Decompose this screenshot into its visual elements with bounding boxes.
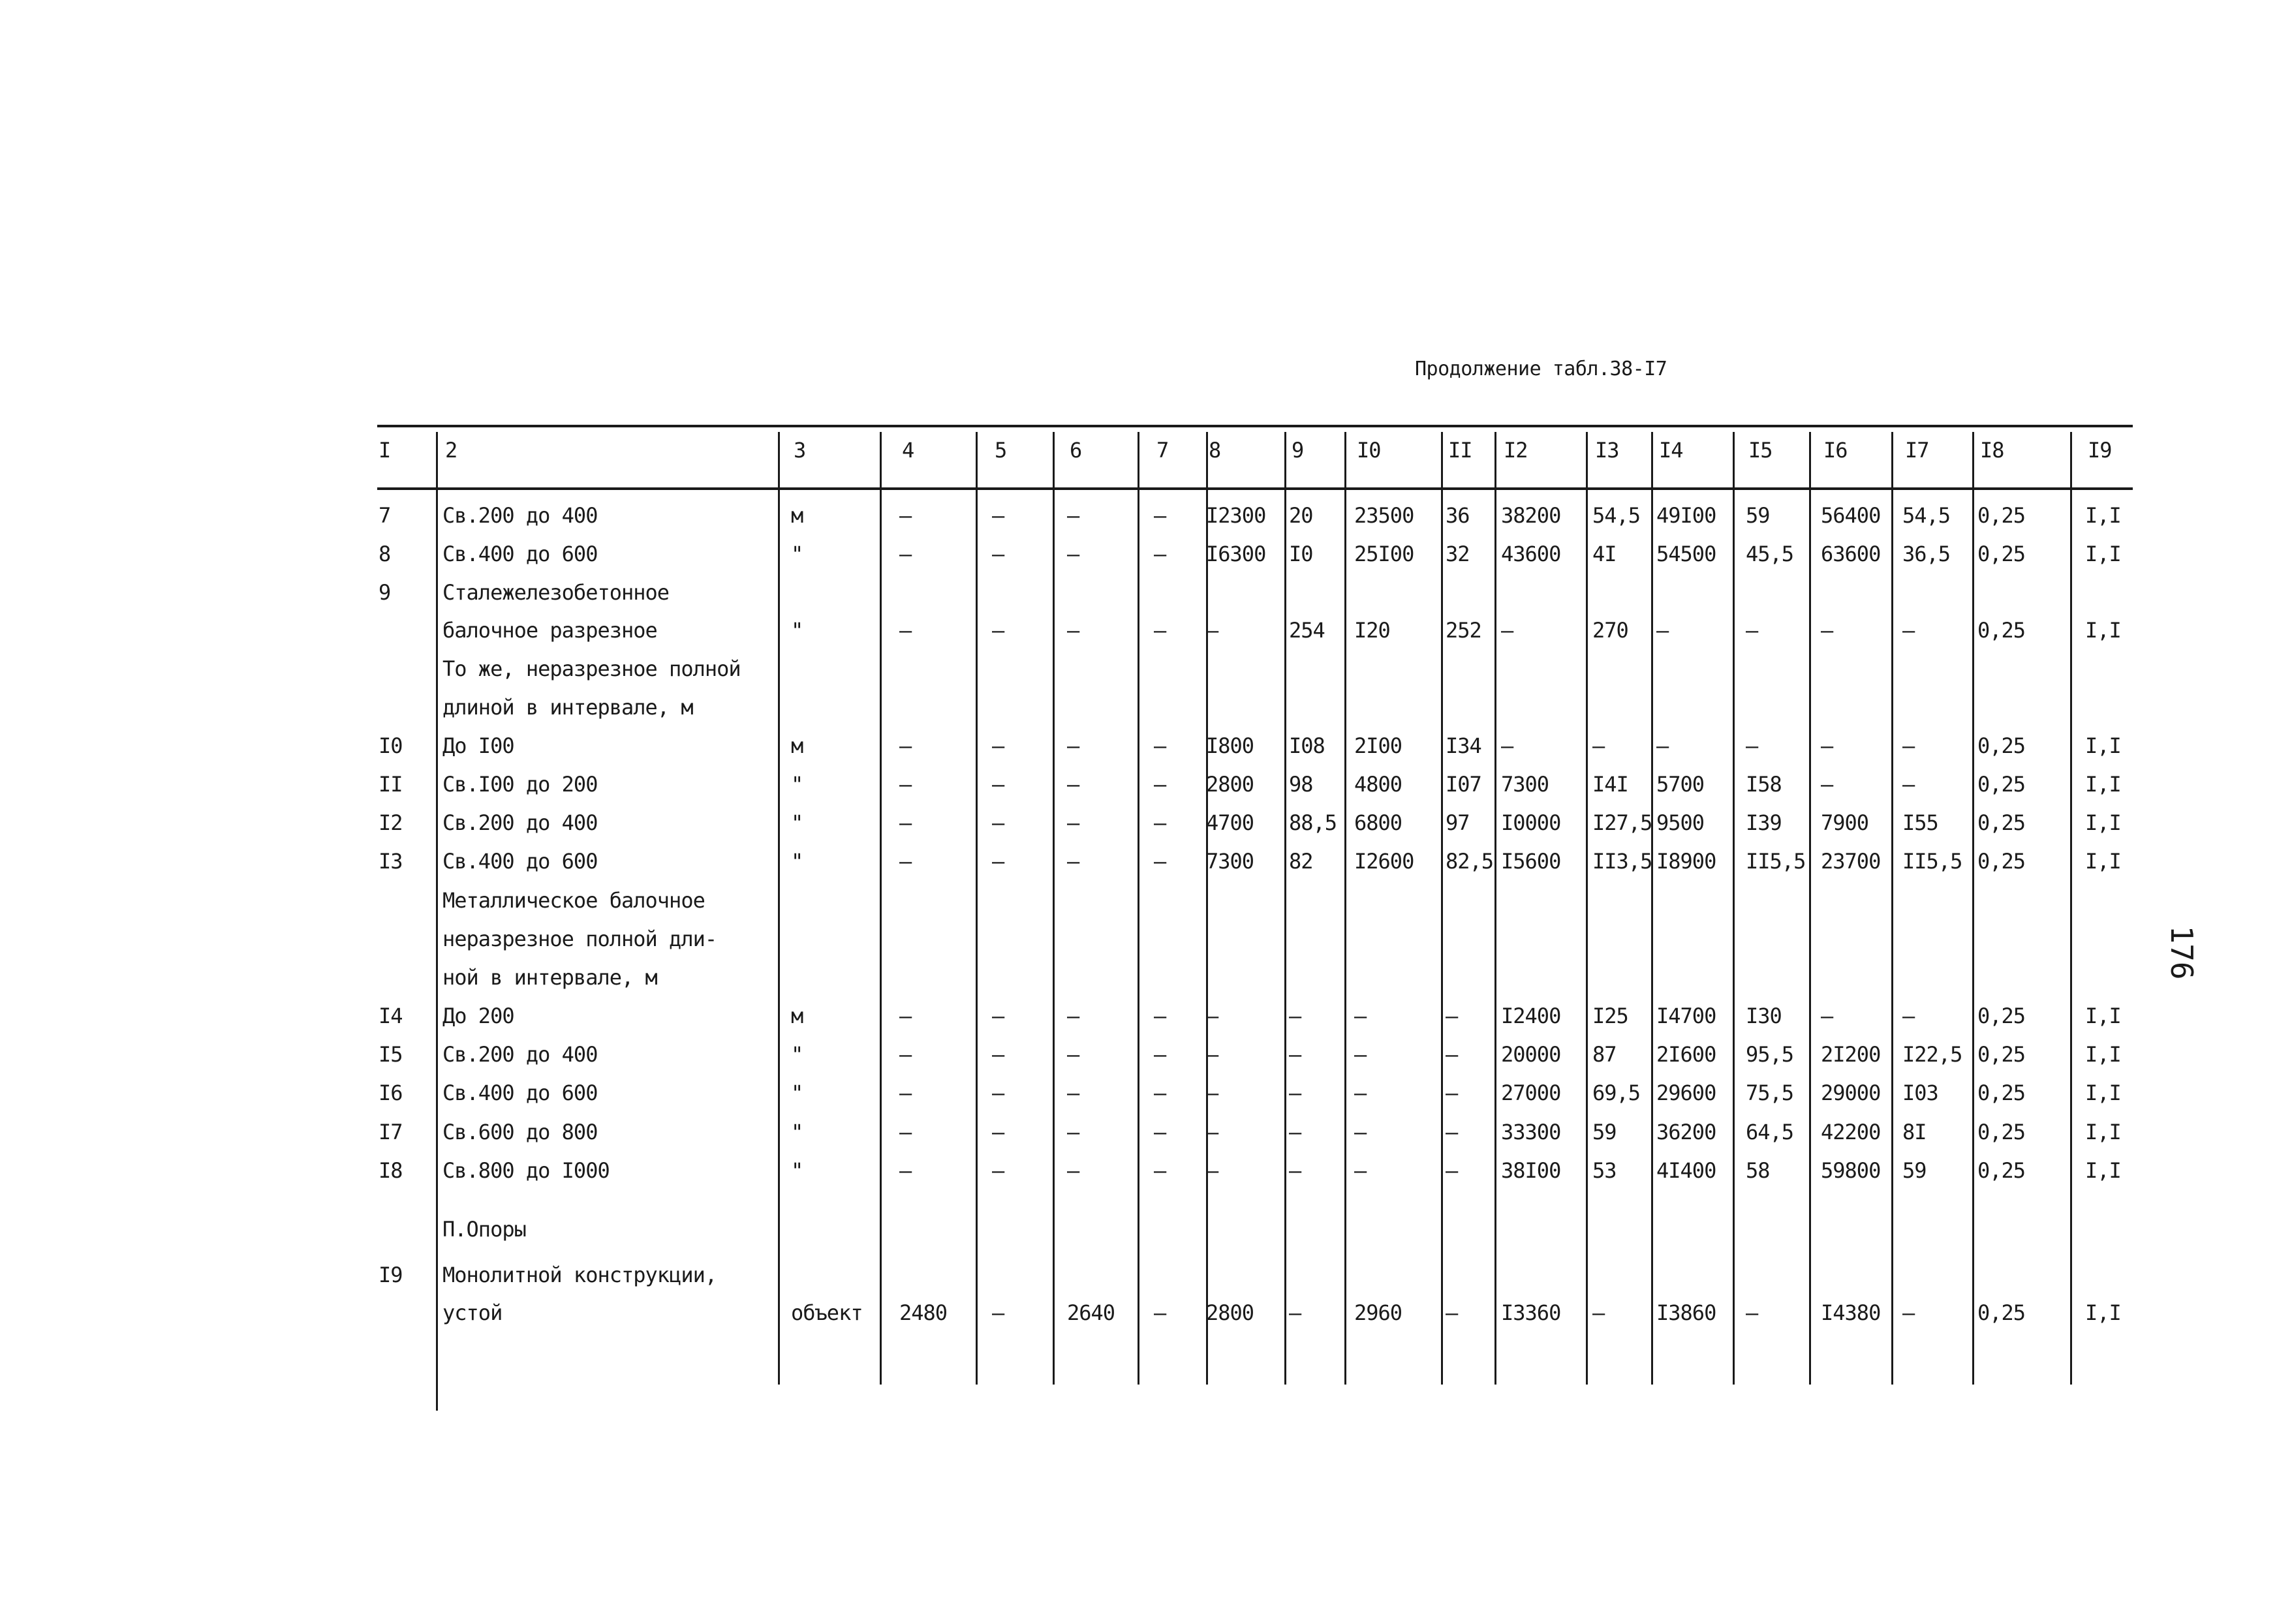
- table-cell: I,I: [2085, 1158, 2121, 1183]
- table-cell: 0,25: [1977, 1120, 2026, 1144]
- table-cell: 252: [1446, 618, 1481, 643]
- table-cell: ": [791, 1120, 803, 1144]
- table-cell: I0000: [1501, 810, 1561, 835]
- table-cell: м: [791, 1004, 803, 1028]
- table-cell: I6: [379, 1080, 403, 1105]
- table-cell: –: [992, 849, 1004, 874]
- table-cell: 36: [1446, 503, 1470, 528]
- table-cell: –: [1154, 542, 1166, 566]
- table-cell: –: [1902, 1300, 1915, 1325]
- table-cell: I4: [379, 1004, 403, 1028]
- table-cell: 29600: [1656, 1080, 1716, 1105]
- table-cell: I2300: [1206, 503, 1266, 528]
- column-separator: [2070, 432, 2072, 1385]
- table-cell: –: [992, 1158, 1004, 1183]
- table-cell: 88,5: [1289, 810, 1337, 835]
- table-cell: –: [1446, 1004, 1458, 1028]
- table-cell: 8I: [1902, 1120, 1927, 1144]
- table-cell: –: [1067, 772, 1079, 797]
- table-cell: I34: [1446, 733, 1481, 758]
- table-cell: ": [791, 1080, 803, 1105]
- table-cell: –: [899, 849, 912, 874]
- table-cell: II: [379, 772, 403, 797]
- table-cell: I2400: [1501, 1004, 1561, 1028]
- header-cell: I: [379, 438, 391, 463]
- table-cell: –: [1656, 618, 1669, 643]
- table-cell: –: [1446, 1120, 1458, 1144]
- table-cell: –: [1154, 503, 1166, 528]
- table-cell: –: [992, 1042, 1004, 1067]
- table-cell: –: [1206, 1158, 1218, 1183]
- table-cell: 36200: [1656, 1120, 1716, 1144]
- table-cell: 82,5: [1446, 849, 1494, 874]
- table-cell: –: [1746, 618, 1758, 643]
- table-cell: 0,25: [1977, 542, 2026, 566]
- table-cell: I27,5: [1592, 810, 1652, 835]
- table-cell: 7300: [1501, 772, 1549, 797]
- table-cell: –: [1746, 1300, 1758, 1325]
- row-description-cell: балочное разрезное: [442, 618, 657, 643]
- table-cell: I,I: [2085, 503, 2121, 528]
- table-cell: 33300: [1501, 1120, 1561, 1144]
- header-cell: I3: [1595, 438, 1619, 463]
- header-cell: 4: [902, 438, 914, 463]
- column-separator: [778, 432, 780, 1385]
- table-cell: –: [992, 772, 1004, 797]
- table-cell: –: [1154, 1120, 1166, 1144]
- table-cell: –: [1067, 503, 1079, 528]
- table-cell: 6800: [1354, 810, 1402, 835]
- table-cell: –: [1289, 1120, 1301, 1144]
- column-separator: [1441, 432, 1443, 1385]
- table-cell: 64,5: [1746, 1120, 1794, 1144]
- row-description-cell: Сталежелезобетонное: [442, 580, 670, 605]
- table-cell: –: [1154, 1080, 1166, 1105]
- column-separator: [1494, 432, 1496, 1385]
- table-cell: I22,5: [1902, 1042, 1962, 1067]
- table-cell: ": [791, 1158, 803, 1183]
- table-cell: –: [1154, 772, 1166, 797]
- table-cell: I6300: [1206, 542, 1266, 566]
- row-description-cell: Св.I00 до 200: [442, 772, 598, 797]
- table-cell: I,I: [2085, 849, 2121, 874]
- table-cell: 0,25: [1977, 849, 2026, 874]
- table-cell: –: [992, 503, 1004, 528]
- table-cell: 0,25: [1977, 1158, 2026, 1183]
- table-cell: 0,25: [1977, 772, 2026, 797]
- table-cell: 4800: [1354, 772, 1402, 797]
- table-cell: 254: [1289, 618, 1325, 643]
- column-separator: [1733, 432, 1735, 1385]
- row-description-cell: То же, неразрезное полной: [442, 656, 741, 681]
- table-cell: 56400: [1821, 503, 1881, 528]
- table-cell: –: [1067, 542, 1079, 566]
- table-cell: ": [791, 772, 803, 797]
- table-cell: 53: [1592, 1158, 1617, 1183]
- table-cell: 2640: [1067, 1300, 1115, 1325]
- table-cell: 2480: [899, 1300, 948, 1325]
- table-cell: I,I: [2085, 772, 2121, 797]
- row-description-cell: Металлическое балочное: [442, 888, 705, 913]
- column-separator: [880, 432, 882, 1385]
- table-cell: –: [1154, 1042, 1166, 1067]
- table-cell: 0,25: [1977, 1042, 2026, 1067]
- table-cell: 38200: [1501, 503, 1561, 528]
- table-cell: –: [992, 618, 1004, 643]
- table-cell: 87: [1592, 1042, 1617, 1067]
- column-separator: [1891, 432, 1893, 1385]
- table-cell: I0: [379, 733, 403, 758]
- row-description-cell: До I00: [442, 733, 514, 758]
- table-cell: –: [1289, 1080, 1301, 1105]
- table-cell: I3360: [1501, 1300, 1561, 1325]
- table-cell: –: [1354, 1120, 1367, 1144]
- column-separator: [1138, 432, 1139, 1385]
- table-cell: –: [899, 1080, 912, 1105]
- table-cell: 0,25: [1977, 1004, 2026, 1028]
- table-cell: –: [1067, 1004, 1079, 1028]
- table-cell: 42200: [1821, 1120, 1881, 1144]
- table-cell: I25: [1592, 1004, 1628, 1028]
- table-cell: –: [1902, 772, 1915, 797]
- header-cell: I9: [2088, 438, 2112, 463]
- table-cell: 25I00: [1354, 542, 1414, 566]
- table-cell: I,I: [2085, 1080, 2121, 1105]
- table-cell: 4I: [1592, 542, 1617, 566]
- header-cell: 6: [1070, 438, 1082, 463]
- table-cell: 97: [1446, 810, 1470, 835]
- table-cell: I2600: [1354, 849, 1414, 874]
- table-cell: –: [1154, 618, 1166, 643]
- table-cell: I7: [379, 1120, 403, 1144]
- table-cell: –: [1446, 1042, 1458, 1067]
- table-cell: 98: [1289, 772, 1313, 797]
- table-cell: I4I: [1592, 772, 1628, 797]
- table-cell: 0,25: [1977, 503, 2026, 528]
- table-cell: –: [1067, 810, 1079, 835]
- table-cell: –: [899, 618, 912, 643]
- column-separator: [1344, 432, 1346, 1385]
- table-cell: –: [1067, 849, 1079, 874]
- table-cell: I30: [1746, 1004, 1782, 1028]
- table-cell: ": [791, 1042, 803, 1067]
- table-cell: –: [1067, 618, 1079, 643]
- table-cell: 4I400: [1656, 1158, 1716, 1183]
- table-cell: 2I200: [1821, 1042, 1881, 1067]
- table-cell: 82: [1289, 849, 1313, 874]
- table-cell: –: [899, 1042, 912, 1067]
- table-cell: 7: [379, 503, 391, 528]
- table-cell: –: [1354, 1158, 1367, 1183]
- table-cell: –: [992, 733, 1004, 758]
- table-cell: –: [1821, 618, 1833, 643]
- table-cell: 36,5: [1902, 542, 1951, 566]
- table-cell: –: [1067, 1158, 1079, 1183]
- row-description-cell: Св.600 до 800: [442, 1120, 598, 1144]
- table-cell: –: [1206, 1080, 1218, 1105]
- table-cell: I03: [1902, 1080, 1938, 1105]
- table-cell: –: [1746, 733, 1758, 758]
- table-cell: I9: [379, 1263, 403, 1287]
- table-cell: –: [992, 1120, 1004, 1144]
- table-cell: –: [1154, 733, 1166, 758]
- row-description-cell: Св.200 до 400: [442, 810, 598, 835]
- table-cell: –: [1821, 772, 1833, 797]
- table-cell: –: [899, 1120, 912, 1144]
- row-description-cell: Св.400 до 600: [442, 849, 598, 874]
- table-cell: –: [899, 733, 912, 758]
- table-cell: 0,25: [1977, 618, 2026, 643]
- table-cell: м: [791, 503, 803, 528]
- table-cell: I800: [1206, 733, 1254, 758]
- table-cell: –: [1067, 1120, 1079, 1144]
- table-cell: –: [1206, 1120, 1218, 1144]
- table-cell: –: [899, 503, 912, 528]
- table-cell: 54500: [1656, 542, 1716, 566]
- table-cell: –: [1656, 733, 1669, 758]
- header-cell: I6: [1823, 438, 1848, 463]
- header-cell: 8: [1209, 438, 1221, 463]
- column-separator: [436, 432, 438, 1411]
- table-cell: 9: [379, 580, 391, 605]
- table-cell: II3,5: [1592, 849, 1652, 874]
- table-cell: –: [1902, 618, 1915, 643]
- table-cell: I5600: [1501, 849, 1561, 874]
- table-cell: –: [1446, 1080, 1458, 1105]
- table-cell: –: [1154, 810, 1166, 835]
- header-bottom-rule: [377, 487, 2133, 490]
- column-separator: [1053, 432, 1055, 1385]
- table-cell: 0,25: [1977, 1080, 2026, 1105]
- table-cell: –: [992, 810, 1004, 835]
- table-caption: Продолжение табл.38-I7: [1415, 358, 1667, 380]
- table-cell: –: [1067, 1080, 1079, 1105]
- table-top-rule: [377, 425, 2133, 427]
- table-cell: I8: [379, 1158, 403, 1183]
- table-cell: 32: [1446, 542, 1470, 566]
- table-cell: 58: [1746, 1158, 1770, 1183]
- table-cell: I07: [1446, 772, 1481, 797]
- row-description-cell: П.Опоры: [442, 1217, 526, 1242]
- table-cell: I,I: [2085, 1004, 2121, 1028]
- table-cell: –: [1354, 1042, 1367, 1067]
- table-cell: I4380: [1821, 1300, 1881, 1325]
- table-cell: м: [791, 733, 803, 758]
- row-description-cell: Монолитной конструкции,: [442, 1263, 717, 1287]
- table-cell: 20: [1289, 503, 1313, 528]
- header-cell: I4: [1659, 438, 1683, 463]
- table-cell: –: [1067, 733, 1079, 758]
- header-cell: I8: [1980, 438, 2004, 463]
- table-cell: –: [1592, 733, 1605, 758]
- table-cell: 59: [1902, 1158, 1927, 1183]
- header-cell: 3: [794, 438, 806, 463]
- table-cell: II5,5: [1746, 849, 1806, 874]
- table-cell: I8900: [1656, 849, 1716, 874]
- header-cell: 9: [1292, 438, 1304, 463]
- table-cell: ": [791, 849, 803, 874]
- table-cell: I,I: [2085, 542, 2121, 566]
- column-separator: [976, 432, 978, 1385]
- table-cell: I20: [1354, 618, 1390, 643]
- table-cell: 2800: [1206, 772, 1254, 797]
- table-cell: 49I00: [1656, 503, 1716, 528]
- row-description-cell: Св.200 до 400: [442, 1042, 598, 1067]
- table-cell: –: [1289, 1158, 1301, 1183]
- table-cell: –: [899, 810, 912, 835]
- header-cell: I5: [1748, 438, 1773, 463]
- table-cell: 75,5: [1746, 1080, 1794, 1105]
- table-cell: 43600: [1501, 542, 1561, 566]
- table-cell: –: [1821, 733, 1833, 758]
- column-separator: [1586, 432, 1588, 1385]
- column-separator: [1206, 432, 1208, 1385]
- table-cell: 59: [1746, 503, 1770, 528]
- table-cell: 54,5: [1902, 503, 1951, 528]
- table-cell: 2960: [1354, 1300, 1402, 1325]
- table-cell: 23500: [1354, 503, 1414, 528]
- page-number: 176: [2164, 925, 2199, 980]
- row-description-cell: Св.400 до 600: [442, 542, 598, 566]
- header-cell: I2: [1504, 438, 1528, 463]
- table-cell: 63600: [1821, 542, 1881, 566]
- header-cell: 2: [445, 438, 457, 463]
- table-cell: 59: [1592, 1120, 1617, 1144]
- table-cell: –: [1902, 1004, 1915, 1028]
- column-separator: [1651, 432, 1653, 1385]
- table-cell: 7300: [1206, 849, 1254, 874]
- table-cell: –: [1206, 1004, 1218, 1028]
- table-cell: 0,25: [1977, 733, 2026, 758]
- table-cell: 9500: [1656, 810, 1705, 835]
- header-cell: I7: [1905, 438, 1929, 463]
- table-cell: –: [1902, 733, 1915, 758]
- table-cell: I,I: [2085, 1042, 2121, 1067]
- column-separator: [1284, 432, 1286, 1385]
- table-cell: –: [899, 1158, 912, 1183]
- table-cell: 38I00: [1501, 1158, 1561, 1183]
- table-cell: 5700: [1656, 772, 1705, 797]
- header-cell: 7: [1156, 438, 1169, 463]
- table-cell: ": [791, 618, 803, 643]
- table-cell: –: [992, 1300, 1004, 1325]
- table-cell: –: [1154, 849, 1166, 874]
- row-description-cell: устой: [442, 1300, 503, 1325]
- table-cell: –: [1206, 618, 1218, 643]
- table-cell: –: [1067, 1042, 1079, 1067]
- table-cell: I,I: [2085, 733, 2121, 758]
- table-cell: –: [1446, 1158, 1458, 1183]
- table-cell: I3860: [1656, 1300, 1716, 1325]
- header-cell: 5: [995, 438, 1007, 463]
- table-cell: 23700: [1821, 849, 1881, 874]
- table-cell: 20000: [1501, 1042, 1561, 1067]
- table-cell: 95,5: [1746, 1042, 1794, 1067]
- table-cell: I55: [1902, 810, 1938, 835]
- table-cell: –: [1289, 1004, 1301, 1028]
- row-description-cell: До 200: [442, 1004, 514, 1028]
- table-cell: –: [1206, 1042, 1218, 1067]
- row-description-cell: Св.200 до 400: [442, 503, 598, 528]
- table-cell: 69,5: [1592, 1080, 1641, 1105]
- table-cell: –: [899, 542, 912, 566]
- table-cell: 270: [1592, 618, 1628, 643]
- column-separator: [1809, 432, 1811, 1385]
- table-cell: –: [1501, 733, 1513, 758]
- table-cell: –: [1501, 618, 1513, 643]
- table-cell: объект: [791, 1300, 863, 1325]
- table-cell: –: [1592, 1300, 1605, 1325]
- row-description-cell: Св.400 до 600: [442, 1080, 598, 1105]
- table-cell: –: [992, 1004, 1004, 1028]
- row-description-cell: длиной в интервале, м: [442, 695, 693, 720]
- table-cell: –: [992, 542, 1004, 566]
- table-cell: –: [992, 1080, 1004, 1105]
- table-cell: I,I: [2085, 810, 2121, 835]
- table-cell: –: [1154, 1158, 1166, 1183]
- table-cell: –: [1154, 1300, 1166, 1325]
- table-cell: –: [1354, 1080, 1367, 1105]
- table-cell: I5: [379, 1042, 403, 1067]
- column-separator: [1972, 432, 1974, 1385]
- table-cell: 0,25: [1977, 1300, 2026, 1325]
- table-cell: 45,5: [1746, 542, 1794, 566]
- table-cell: 0,25: [1977, 810, 2026, 835]
- table-cell: –: [1354, 1004, 1367, 1028]
- table-cell: –: [1289, 1300, 1301, 1325]
- table-cell: ": [791, 542, 803, 566]
- header-cell: I0: [1357, 438, 1381, 463]
- table-cell: –: [1821, 1004, 1833, 1028]
- table-cell: I4700: [1656, 1004, 1716, 1028]
- table-cell: 29000: [1821, 1080, 1881, 1105]
- table-cell: 7900: [1821, 810, 1869, 835]
- row-description-cell: неразрезное полной дли-: [442, 927, 717, 951]
- table-cell: II5,5: [1902, 849, 1962, 874]
- table-cell: I08: [1289, 733, 1325, 758]
- table-cell: –: [1446, 1300, 1458, 1325]
- table-cell: 2I00: [1354, 733, 1402, 758]
- table-cell: I,I: [2085, 1300, 2121, 1325]
- table-cell: I3: [379, 849, 403, 874]
- table-cell: ": [791, 810, 803, 835]
- row-description-cell: Св.800 до I000: [442, 1158, 610, 1183]
- table-cell: 54,5: [1592, 503, 1641, 528]
- table-cell: 2800: [1206, 1300, 1254, 1325]
- table-cell: 59800: [1821, 1158, 1881, 1183]
- table-cell: I,I: [2085, 1120, 2121, 1144]
- table-cell: 8: [379, 542, 391, 566]
- table-cell: –: [899, 772, 912, 797]
- table-cell: 2I600: [1656, 1042, 1716, 1067]
- table-cell: –: [1154, 1004, 1166, 1028]
- table-cell: 4700: [1206, 810, 1254, 835]
- header-cell: II: [1448, 438, 1472, 463]
- table-cell: I,I: [2085, 618, 2121, 643]
- table-cell: –: [899, 1004, 912, 1028]
- table-cell: 27000: [1501, 1080, 1561, 1105]
- row-description-cell: ной в интервале, м: [442, 965, 657, 990]
- table-cell: I2: [379, 810, 403, 835]
- table-cell: –: [1289, 1042, 1301, 1067]
- table-cell: I39: [1746, 810, 1782, 835]
- table-cell: I0: [1289, 542, 1313, 566]
- table-cell: I58: [1746, 772, 1782, 797]
